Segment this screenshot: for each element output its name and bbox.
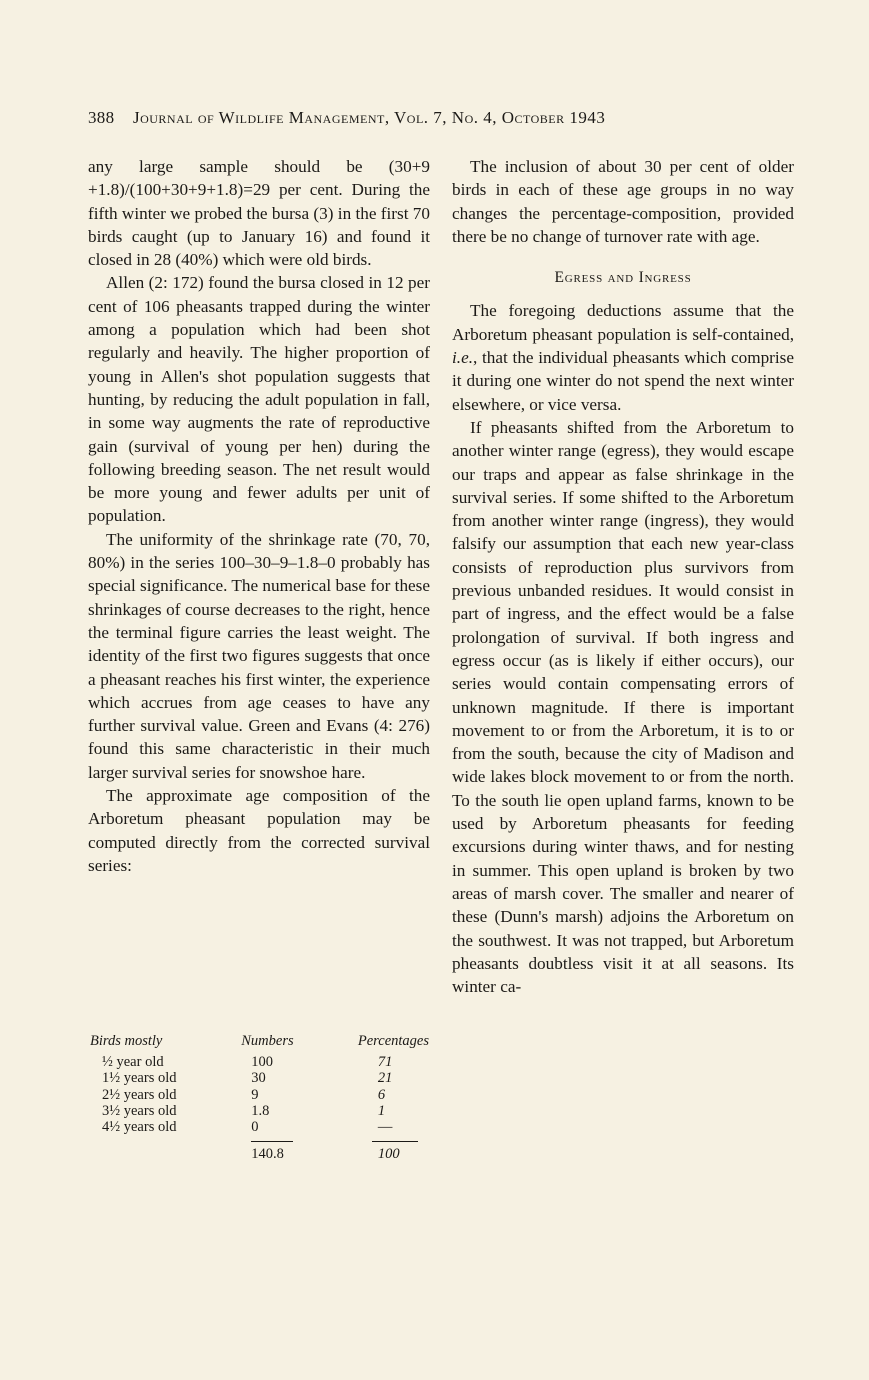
percent-cell: — <box>377 1119 393 1136</box>
percent-cell: 21 <box>377 1070 393 1087</box>
table-header-row <box>88 1032 430 1054</box>
journal-title: Journal of Wildlife Management, Vol. 7, No. 4, October 1943 <box>132 108 606 127</box>
paragraph: The uniformity of the shrinkage rate (70, 70, 80%) in the series 100–30–9–1.8–0 probably has special significance. The numerical base for these shrinkages of course decreases to the right, hence the terminal figure carries the least weight. The identity of the first two figures suggests that once a pheasant reaches his first winter, the experience which accrues from age ceases to have any further survival value. Green and Evans (4: 276) found this same characteristic in their much larger survival series for snowshoe hare. <box>88 529 430 782</box>
total-number-cell <box>219 1135 340 1162</box>
table-row <box>88 1119 430 1135</box>
age-cell: ½ year old <box>102 1054 164 1071</box>
table-total-row <box>88 1135 430 1162</box>
paragraph: The approximate age composition of the Arboretum pheasant population may be computed directly from the corrected survival series: <box>88 786 430 875</box>
age-cell: 3½ years old <box>102 1102 177 1119</box>
age-composition-table <box>88 1032 430 1162</box>
number-cell: 30 <box>251 1070 266 1087</box>
number-cell: 0 <box>251 1119 259 1136</box>
number-cell: 9 <box>251 1086 259 1103</box>
paragraph: If pheasants shifted from the Arboretum to another winter range (egress), they would escape our traps and appear as false shrinkage in the survival series. If some shifted to the Arboretum from another winter range (ingress), they would falsify our assumption that each new year-class consists of reproduction plus survivors from previous unbanded residues. It would consist in part of ingress, and the effect would be a false prolongation of survival. If both ingress and egress occur (as is likely if either occurs), our series would contain compensating errors of unknown magnitude. If there is important movement to or from the Arboretum, it is to or from the south, because the city of Madison and wide lakes block movement to or from the north. To the south lie open upland farms, known to be used by Arboretum pheasants for feeding excursions during winter thaws, and for nesting in summer. This open upland is broken by two areas of marsh cover. The smaller and nearer of these (Dunn's marsh) adjoins the Arboretum on the southwest. It was not trapped, but Arboretum pheasants doubtless visit it at all seasons. Its winter ca- <box>452 417 794 997</box>
number-cell: 1.8 <box>251 1102 270 1119</box>
column-header-percentages: Percentages <box>357 1033 429 1049</box>
paragraph: Allen (2: 172) found the bursa closed in 12 per cent of 106 pheasants trapped during the winter among a population which had been shot regularly and heavily. The higher proportion of young in Allen's shot population suggests that hunting, by reducing the adult population in fall, in some way augments the rate of reproductive gain (survival of young per hen) during the following breeding season. The net result would be more young and fewer adults per unit of population. <box>88 273 430 526</box>
table-row <box>88 1087 430 1103</box>
table-row <box>88 1103 430 1119</box>
total-percent-cell <box>340 1135 430 1162</box>
percent-cell: 6 <box>377 1086 386 1103</box>
paragraph <box>452 299 794 415</box>
percent-cell: 71 <box>377 1054 393 1071</box>
total-number: 140.8 <box>251 1141 293 1162</box>
table-row <box>88 1054 430 1070</box>
paragraph: The inclusion of about 30 per cent of older birds in each of these age groups in no way changes the percentage-composition, provided there be no change of turnover rate with age. <box>452 157 794 246</box>
percent-cell: 1 <box>377 1102 386 1119</box>
age-cell: 4½ years old <box>102 1119 177 1136</box>
paragraph: any large sample should be (30+9 +1.8)/(100+30+9+1.8)=29 per cent. During the fifth winter we probed the bursa (3) in the first 70 birds caught (up to January 16) and found it closed in 28 (40%) which were old birds. <box>88 157 430 270</box>
right-column <box>452 155 794 998</box>
page-number: 388 <box>88 108 115 127</box>
column-header-numbers: Numbers <box>241 1033 294 1049</box>
age-cell: 1½ years old <box>102 1070 177 1087</box>
running-header <box>88 108 748 128</box>
age-cell: 2½ years old <box>102 1086 177 1103</box>
table-row <box>88 1070 430 1086</box>
left-column <box>88 155 430 877</box>
ie-abbreviation: i.e. <box>452 348 473 368</box>
total-percent: 100 <box>372 1141 418 1162</box>
paragraph-text: , that the individual pheasants which comprise it during one winter do not spend the next winter elsewhere, or vice versa. <box>452 348 794 414</box>
total-label-cell <box>88 1135 219 1162</box>
number-cell: 100 <box>251 1054 274 1071</box>
column-header-birds: Birds mostly <box>90 1033 163 1049</box>
section-heading: Egress and Ingress <box>554 269 692 287</box>
paragraph-text: The foregoing deductions assume that the Arboretum pheasant population is self-contained, <box>452 301 794 344</box>
